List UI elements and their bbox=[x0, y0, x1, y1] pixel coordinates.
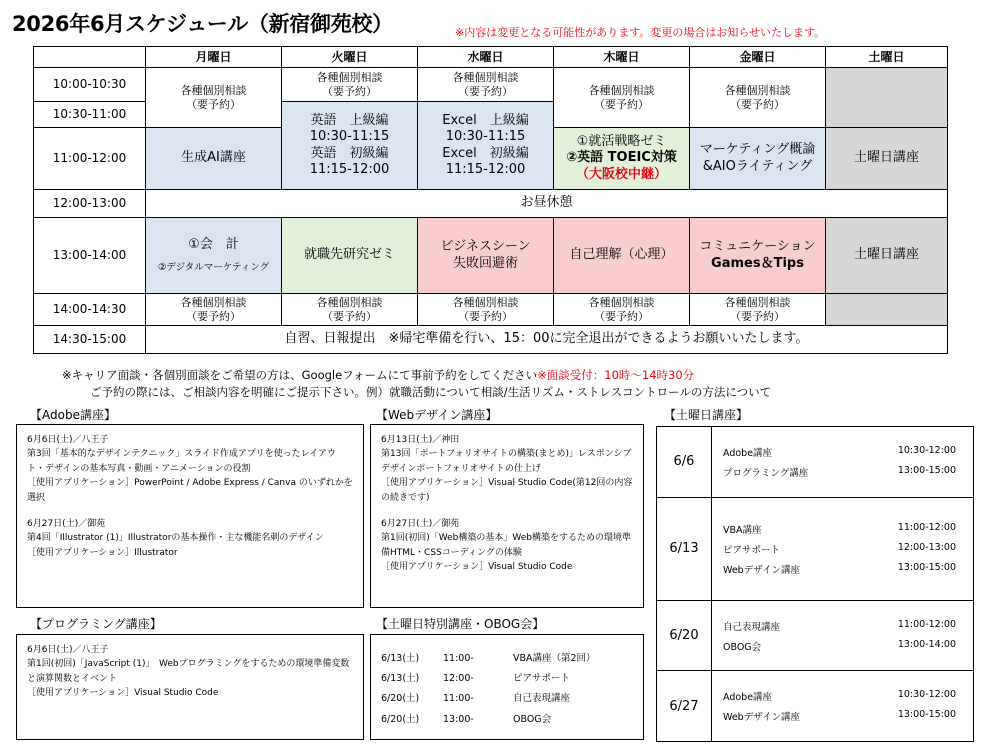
obog-box: 6/13(土) 11:00- VBA講座（第2回） 6/13(土) 12:00- ピアサポート 6/20(土) 11:00- 自己表現講座 6/20(土) 13:00- OBOG会 bbox=[370, 634, 644, 740]
day-header: 金曜日 bbox=[690, 47, 826, 68]
thu-course-cell: ①就活戦略ゼミ ②英語 TOEIC対策 （大阪校中継） bbox=[554, 128, 690, 190]
mon-consult-cell: 各種個別相談 （要予約） bbox=[146, 68, 282, 128]
self-study-cell: 自習、日報提出 ※帰宅準備を行い、15：00に完全退出ができるようお願いいたします。 bbox=[146, 326, 948, 354]
page-title: 2026年6月スケジュール（新宿御苑校） bbox=[12, 12, 393, 36]
mon-pm-cell: ①会 計 ②デジタルマーケティング bbox=[146, 218, 282, 294]
programming-section-title: 【プログラミング講座】 bbox=[30, 617, 162, 631]
thu-consult-pm: 各種個別相談 （要予約） bbox=[554, 294, 690, 326]
wed-consult-cell: 各種個別相談 （要予約） bbox=[418, 68, 554, 102]
day-header: 土曜日 bbox=[826, 47, 948, 68]
time-slot: 10:30-11:00 bbox=[34, 102, 146, 128]
weekly-schedule-table bbox=[33, 46, 948, 354]
adobe-course-box: 6月6日(土)／八王子 第3回「基本的なデザインテクニック」スライド作成アプリを使ったレイアウト・デザインの基本写真・動画・アニメーションの役割 ［使用アプリケーション］PowerPoint / Adobe Express / Canva のいずれかを選択 6月27日(土)／御苑 第4回「Illustrator (1)」Illustratorの基本操作・主な機能名刺のデザイン ［使用アプリケーション］Illustrator bbox=[16, 424, 364, 608]
day-header: 月曜日 bbox=[146, 47, 282, 68]
sat-course-cell: 土曜日講座 bbox=[826, 128, 948, 190]
fri-marketing-cell: マーケティング概論 &AIOライティング bbox=[690, 128, 826, 190]
day-header: 水曜日 bbox=[418, 47, 554, 68]
tue-english-cell: 英語 上級編 10:30-11:15 英語 初級編 11:15-12:00 bbox=[282, 102, 418, 190]
tue-pm-cell: 就職先研究ゼミ bbox=[282, 218, 418, 294]
saturday-items: VBA講座 11:00-12:00 ピアサポート 12:00-13:00 Webデザイン講座 13:00-15:00 bbox=[712, 497, 974, 600]
time-slot: 14:30-15:00 bbox=[34, 326, 146, 354]
thu-consult-cell: 各種個別相談 （要予約） bbox=[554, 68, 690, 128]
reservation-note: ※キャリア面談・各個別面談をご希望の方は、Googleフォームにて事前予約をしてください※面談受付：10時〜14時30分 bbox=[62, 368, 695, 382]
time-slot: 11:00-12:00 bbox=[34, 128, 146, 190]
wed-consult-pm: 各種個別相談 （要予約） bbox=[418, 294, 554, 326]
saturday-date: 6/6 bbox=[657, 427, 712, 498]
adobe-section-title: 【Adobe講座】 bbox=[30, 408, 116, 422]
obog-section-title: 【土曜日特別講座・OBOG会】 bbox=[376, 617, 545, 631]
header-corner bbox=[34, 47, 146, 68]
time-slot: 12:00-13:00 bbox=[34, 190, 146, 218]
reception-hours: ※面談受付：10時〜14時30分 bbox=[537, 368, 695, 382]
mon-consult-pm: 各種個別相談 （要予約） bbox=[146, 294, 282, 326]
wed-excel-cell: Excel 上級編 10:30-11:15 Excel 初級編 11:15-12:00 bbox=[418, 102, 554, 190]
web-course-box: 6月13日(土)／神田 第13回「ポートフォリオサイトの構築(まとめ)」レスポンシブデザインポートフォリオサイトの仕上げ ［使用アプリケーション］Visual Studio Code(第12回の内容の続きです) 6月27日(土)／御苑 第1回(初回)「Web構築の基本」Web構築をするための環境準備HTML・CSSコーディングの体験 ［使用アプリケーション］Visual Studio Code bbox=[370, 424, 644, 608]
time-slot: 10:00-10:30 bbox=[34, 68, 146, 102]
mon-ai-cell: 生成AI講座 bbox=[146, 128, 282, 190]
saturday-date: 6/13 bbox=[657, 497, 712, 600]
wed-pm-cell: ビジネスシーン 失敗回避術 bbox=[418, 218, 554, 294]
day-header: 火曜日 bbox=[282, 47, 418, 68]
thu-pm-cell: 自己理解（心理） bbox=[554, 218, 690, 294]
lunch-cell: お昼休憩 bbox=[146, 190, 948, 218]
day-header: 木曜日 bbox=[554, 47, 690, 68]
tue-consult-pm: 各種個別相談 （要予約） bbox=[282, 294, 418, 326]
fri-consult-pm: 各種個別相談 （要予約） bbox=[690, 294, 826, 326]
sat-pm-cell: 土曜日講座 bbox=[826, 218, 948, 294]
fri-consult-cell: 各種個別相談 （要予約） bbox=[690, 68, 826, 128]
saturday-date: 6/27 bbox=[657, 671, 712, 742]
reservation-note-2: ご予約の際には、ご相談内容を明確にご提示下さい。例）就職活動について相談/生活リズム・ストレスコントロールの方法について bbox=[90, 385, 772, 399]
time-slot: 13:00-14:00 bbox=[34, 218, 146, 294]
tue-consult-cell: 各種個別相談 （要予約） bbox=[282, 68, 418, 102]
saturday-items: 自己表現講座 11:00-12:00 OBOG会 13:00-14:00 bbox=[712, 600, 974, 671]
change-notice: ※内容は変更となる可能性があります。変更の場合はお知らせいたします。 bbox=[455, 26, 826, 39]
saturday-items: Adobe講座 10:30-12:00 プログラミング講座 13:00-15:00 bbox=[712, 427, 974, 498]
web-section-title: 【Webデザイン講座】 bbox=[376, 408, 498, 422]
programming-course-box: 6月6日(土)／八王子 第1回(初回)「JavaScript (1)」 Webプログラミングをするための環境準備変数と演算関数とイベント ［使用アプリケーション］Visual Studio Code bbox=[16, 634, 364, 740]
fri-pm-cell: コミュニケーション Games＆Tips bbox=[690, 218, 826, 294]
time-slot: 14:00-14:30 bbox=[34, 294, 146, 326]
sat-empty-pm bbox=[826, 294, 948, 326]
saturday-date: 6/20 bbox=[657, 600, 712, 671]
sat-empty-cell bbox=[826, 68, 948, 128]
saturday-schedule-table bbox=[656, 426, 974, 742]
saturday-items: Adobe講座 10:30-12:00 Webデザイン講座 13:00-15:00 bbox=[712, 671, 974, 742]
saturday-section-title: 【土曜日講座】 bbox=[664, 408, 749, 422]
